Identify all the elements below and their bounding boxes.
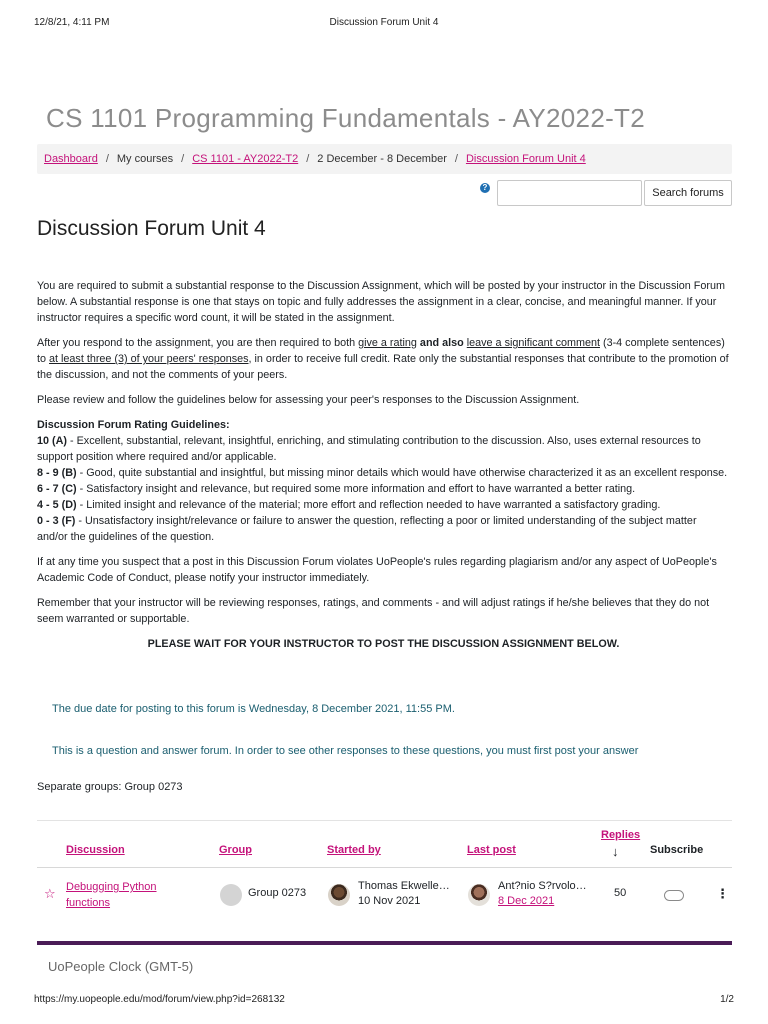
- intro-text: , in order to receive full credit. Rate only the substantial responses that contribute to the promotion of the discussion, and not the comments of your peers.: [37, 353, 729, 381]
- rating-grade: 8 - 9 (B): [37, 467, 77, 479]
- rating-grade: 4 - 5 (D): [37, 499, 77, 511]
- avatar[interactable]: [328, 884, 350, 906]
- print-footer: [34, 994, 734, 1005]
- column-header-group[interactable]: Group: [219, 844, 252, 856]
- intro-bold: and also: [416, 337, 467, 349]
- last-post-date-link[interactable]: 8 Dec 2021: [498, 895, 555, 907]
- uopeople-clock: UoPeople Clock (GMT-5): [48, 959, 194, 974]
- breadcrumb-my-courses: My courses: [116, 153, 174, 165]
- group-avatar: [220, 884, 242, 906]
- column-header-started-by[interactable]: Started by: [327, 844, 381, 856]
- due-date-note: The due date for posting to this forum is Wednesday, 8 December 2021, 11:55 PM.: [52, 703, 455, 715]
- intro-paragraph-4: If at any time you suspect that a post in this Discussion Forum violates UoPeople's rules regarding plagiarism and/or any aspect of UoPeople's Academic Code of Conduct, please notify your instructor immediately.: [37, 556, 717, 584]
- separate-groups-label: Separate groups: Group 0273: [37, 781, 183, 793]
- print-page-number: 1/2: [720, 994, 734, 1005]
- replies-count: 50: [614, 887, 627, 899]
- forum-intro: [37, 278, 730, 652]
- breadcrumb-separator: /: [306, 153, 310, 165]
- breadcrumb-separator: /: [454, 153, 458, 165]
- rating-text: - Excellent, substantial, relevant, insightful, enriching, and stimulating contribution to the discussion. Also, uses external resources to support position where required and/or applicable.: [37, 435, 701, 463]
- rating-grade: 0 - 3 (F): [37, 515, 76, 527]
- avatar[interactable]: [468, 884, 490, 906]
- breadcrumb-week: 2 December - 8 December: [317, 153, 447, 165]
- search-forums-button[interactable]: Search forums: [644, 180, 732, 206]
- column-header-last-post[interactable]: Last post: [467, 844, 516, 856]
- group-name: Group 0273: [248, 887, 307, 899]
- column-header-subscribe: Subscribe: [650, 844, 704, 856]
- print-title: Discussion Forum Unit 4: [329, 17, 439, 28]
- breadcrumb-forum[interactable]: Discussion Forum Unit 4: [465, 153, 586, 165]
- intro-paragraph-5: Remember that your instructor will be reviewing responses, ratings, and comments - and will adjust ratings if he/she believes that they do not seem warranted or supportable.: [37, 597, 710, 625]
- footer-bar: [37, 941, 732, 945]
- intro-underline: at least three (3) of your peers' responses: [49, 353, 249, 365]
- intro-paragraph-3: Please review and follow the guidelines below for assessing your peer's responses to the Discussion Assignment.: [37, 394, 580, 406]
- rating-text: - Satisfactory insight and relevance, but required some more information and effort to have warranted a better rating.: [76, 483, 636, 495]
- table-divider: [37, 867, 732, 868]
- rating-item: [37, 433, 730, 465]
- help-icon[interactable]: ?: [480, 183, 490, 193]
- started-by-date: 10 Nov 2021: [358, 895, 421, 907]
- rating-guidelines: [37, 417, 730, 545]
- last-post-name[interactable]: Ant?nio S?rvolo…: [498, 880, 587, 892]
- wait-notice: PLEASE WAIT FOR YOUR INSTRUCTOR TO POST THE DISCUSSION ASSIGNMENT BELOW.: [147, 638, 620, 650]
- qa-forum-note: This is a question and answer forum. In order to see other responses to these questions, you must first post your answer: [52, 745, 639, 757]
- column-header-replies[interactable]: Replies: [601, 829, 641, 841]
- intro-underline: leave a significant comment: [466, 337, 600, 349]
- rating-grade: 6 - 7 (C): [37, 483, 77, 495]
- rating-grade: 10 (A): [37, 435, 67, 447]
- rating-item: [37, 481, 730, 497]
- more-actions-icon[interactable]: ⋮: [716, 886, 729, 901]
- print-datetime: 12/8/21, 4:11 PM: [34, 17, 110, 28]
- discussion-link[interactable]: [66, 881, 157, 909]
- intro-paragraph-1: You are required to submit a substantial response to the Discussion Assignment, which will be posted by your instructor in the Discussion Forum below. A substantial response is one that stays on topic and fully addresses the assignment in a clear, concise, and meaningful manner. If your instructor requires a specific word count, it will be stated in the assignment.: [37, 280, 725, 324]
- rating-item: [37, 497, 730, 513]
- rating-text: - Good, quite substantial and insightful, but missing minor details which would have otherwise characterized it as an excellent response.: [76, 467, 728, 479]
- print-header: [34, 17, 734, 28]
- print-url: https://my.uopeople.edu/mod/forum/view.php?id=268132: [34, 994, 285, 1005]
- intro-paragraph-2: [37, 335, 730, 383]
- rating-text: - Limited insight and relevance of the material; more effort and reflection needed to have warranted a satisfactory grading.: [76, 499, 661, 511]
- started-by-name[interactable]: Thomas Ekwelle…: [358, 880, 450, 892]
- breadcrumb-dashboard[interactable]: Dashboard: [44, 153, 98, 165]
- rating-text: - Unsatisfactory insight/relevance or failure to answer the question, reflecting a poor or limited understanding of the subject matter and/or the guidelines of the question.: [37, 515, 697, 543]
- sort-descending-icon: ↓: [612, 844, 619, 859]
- intro-underline: give a rating: [358, 337, 417, 349]
- discussion-title-line: Debugging Python: [66, 881, 157, 893]
- rating-item: [37, 465, 730, 481]
- column-header-discussion[interactable]: Discussion: [66, 844, 125, 856]
- intro-text: (3-4 complete sentences) to: [37, 337, 725, 365]
- rating-item: [37, 513, 730, 545]
- breadcrumb-separator: /: [105, 153, 109, 165]
- breadcrumb-course[interactable]: CS 1101 - AY2022-T2: [192, 153, 299, 165]
- discussion-title-cell: [66, 879, 157, 911]
- subscribe-toggle[interactable]: [664, 890, 684, 901]
- star-icon[interactable]: ☆: [44, 886, 56, 901]
- breadcrumb: [37, 144, 732, 174]
- discussion-title-line: functions: [66, 897, 111, 909]
- search-input[interactable]: [497, 180, 642, 206]
- breadcrumb-separator: /: [181, 153, 185, 165]
- intro-text: After you respond to the assignment, you are then required to both: [37, 337, 359, 349]
- page-heading: Discussion Forum Unit 4: [37, 217, 266, 240]
- table-divider: [37, 820, 732, 821]
- course-title: CS 1101 Programming Fundamentals - AY2022-T2: [46, 103, 645, 133]
- rating-guidelines-heading: Discussion Forum Rating Guidelines:: [37, 419, 230, 431]
